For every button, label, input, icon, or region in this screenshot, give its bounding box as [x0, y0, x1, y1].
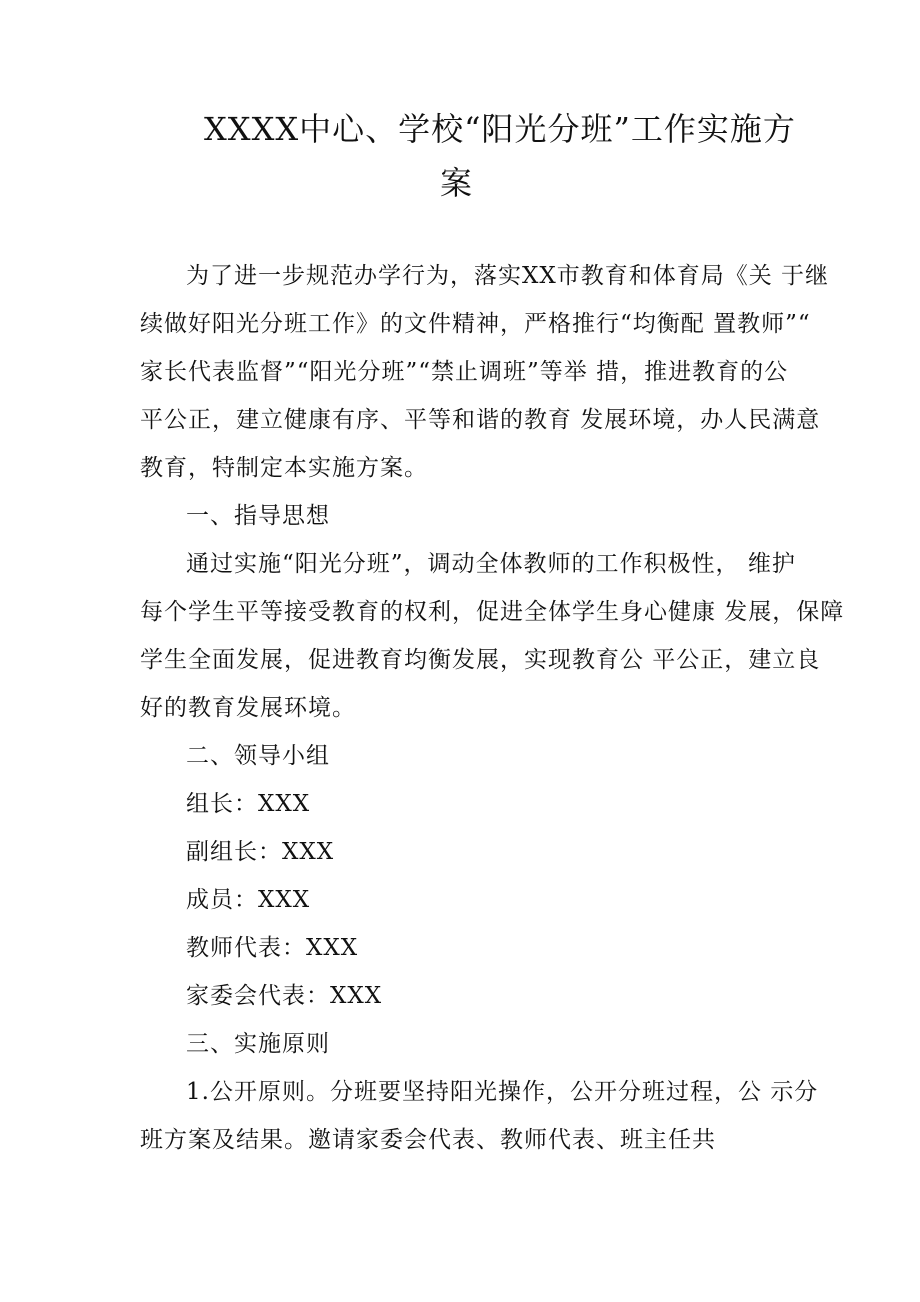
leader-teacher-representative: 教师代表：XXX	[186, 935, 359, 961]
section1-line-2: 每个学生平等接受教育的权利，促进全体学生身心健康 发展，保障	[140, 599, 845, 625]
section-heading-leadership-group: 二、领导小组	[186, 743, 330, 769]
section1-line-4: 好的教育发展环境。	[140, 695, 356, 721]
intro-line-1: 为了进一步规范办学行为，落实XX市教育和体育局《关 于继	[186, 263, 830, 289]
intro-line-2: 续做好阳光分班工作》的文件精神，严格推行“均衡配 置教师”“	[140, 311, 811, 337]
document-title-line-1: XXXX中心、学校“阳光分班”工作实施方	[204, 110, 796, 148]
section1-line-1: 通过实施“阳光分班”，调动全体教师的工作积极性， 维护	[186, 551, 796, 577]
section-heading-guiding-ideology: 一、指导思想	[186, 503, 330, 529]
leader-group-leader: 组长：XXX	[186, 791, 311, 817]
intro-line-3: 家长代表监督”“阳光分班”“禁止调班”等举 措，推进教育的公	[140, 359, 789, 385]
intro-line-5: 教育，特制定本实施方案。	[140, 455, 428, 481]
section-heading-implementation-principles: 三、实施原则	[186, 1031, 330, 1057]
leader-members: 成员：XXX	[186, 887, 311, 913]
principle1-line-2: 班方案及结果。邀请家委会代表、教师代表、班主任共	[140, 1127, 716, 1153]
intro-line-4: 平公正，建立健康有序、平等和谐的教育 发展环境，办人民满意	[140, 407, 821, 433]
leader-parent-committee-representative: 家委会代表：XXX	[186, 983, 383, 1009]
document-title-line-2: 案	[440, 164, 474, 202]
principle1-line-1: 1.公开原则。分班要坚持阳光操作，公开分班过程，公 示分	[186, 1079, 819, 1105]
leader-deputy-leader: 副组长：XXX	[186, 839, 335, 865]
section1-line-3: 学生全面发展，促进教育均衡发展，实现教育公 平公正，建立良	[140, 647, 821, 673]
